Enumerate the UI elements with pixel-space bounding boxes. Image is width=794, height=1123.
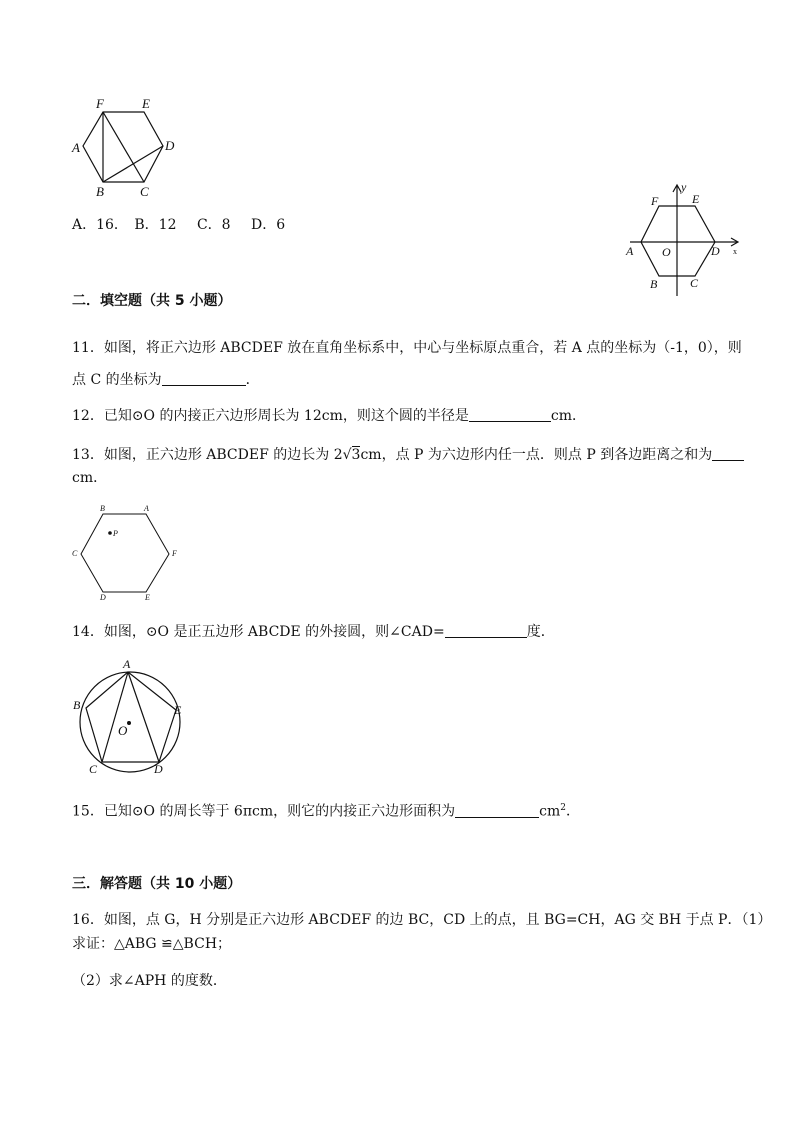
q16-line-3: （2）求∠APH 的度数．: [72, 973, 227, 989]
q13-prompt: 13．如图，正六边形 ABCDEF 的边长为 2: [72, 447, 343, 463]
label-b: B: [100, 504, 105, 513]
q13-radical: 3: [351, 447, 361, 463]
pentagon-outline: [86, 672, 176, 762]
figure-q10-hexagon: [62, 92, 192, 202]
label-e: E: [145, 593, 150, 602]
q16-line-1: 16．如图，点 G，H 分别是正六边形 ABCDEF 的边 BC，CD 上的点，且 BG=CH，AG 交 BH 于点 P．（1）: [72, 912, 772, 928]
label-c: C: [140, 184, 149, 199]
label-c: C: [89, 762, 98, 776]
label-a: A: [626, 244, 634, 258]
label-b: B: [73, 698, 81, 712]
q15-unit: cm: [539, 803, 561, 820]
q14-line: [72, 622, 555, 642]
q11-line-1: 11．如图，将正六边形 ABCDEF 放在直角坐标系中，中心与坐标原点重合，若 A 点的坐标为（-1，0），则: [72, 340, 742, 356]
q15-end: ．: [566, 803, 581, 820]
label-c: C: [72, 549, 78, 558]
label-d: D: [154, 762, 163, 776]
center-o: [127, 721, 131, 725]
label-b: B: [96, 184, 104, 199]
q10-option-a: A．16．: [72, 217, 128, 233]
q11-end: ．: [245, 372, 260, 388]
diagonal-fc: [103, 112, 144, 182]
label-d: D: [100, 593, 106, 602]
point-p: [108, 531, 112, 535]
label-o: O: [662, 245, 671, 259]
label-y: y: [681, 180, 687, 194]
section-2-title: 二．填空题（共 5 小题）: [72, 293, 232, 309]
label-a: A: [144, 504, 149, 513]
q13-answer-blank[interactable]: [712, 446, 744, 461]
label-a: A: [123, 657, 131, 671]
q13-prompt-cont: cm，点 P 为六边形内任一点．则点 P 到各边距离之和为: [360, 447, 713, 463]
q10-option-b: B．12: [134, 217, 177, 233]
q11-line-2: [72, 370, 260, 390]
q10-option-d: D．6: [251, 217, 286, 233]
label-e: E: [174, 703, 182, 717]
hexagon-outline: [81, 514, 169, 592]
label-d: D: [711, 244, 720, 258]
q13-line-1: [72, 445, 744, 465]
chord-ac: [102, 672, 128, 762]
q12-unit: cm．: [550, 408, 586, 424]
q15-prompt: 15．已知⊙O 的周长等于 6πcm，则它的内接正六边形面积为: [72, 803, 456, 820]
label-b: B: [650, 277, 658, 291]
figure-q11-hexagon-axes: [618, 180, 748, 300]
figure-q14-pentagon-circle: [66, 656, 196, 780]
label-e: E: [692, 192, 700, 206]
label-f: F: [172, 549, 177, 558]
chord-ad: [128, 672, 159, 762]
q14-unit: 度．: [526, 624, 555, 640]
q14-prompt: 14．如图，⊙O 是正五边形 ABCDE 的外接圆，则∠CAD=: [72, 624, 445, 640]
q15-unit-exponent: 2: [560, 803, 567, 813]
q14-answer-blank[interactable]: [445, 623, 527, 638]
label-c: C: [690, 276, 699, 290]
label-f: F: [651, 194, 659, 208]
label-x: x: [733, 247, 737, 256]
q12-prompt: 12．已知⊙O 的内接正六边形周长为 12cm，则这个圆的半径是: [72, 408, 469, 424]
hexagon-outline: [641, 206, 715, 276]
label-p: P: [113, 529, 118, 538]
section-3-title: 三．解答题（共 10 小题）: [72, 876, 242, 892]
q12-answer-blank[interactable]: [469, 407, 551, 422]
q13-line-2: cm．: [72, 470, 108, 486]
q11-prompt: 点 C 的坐标为: [72, 372, 162, 388]
label-e: E: [142, 96, 150, 111]
q11-answer-blank[interactable]: [162, 371, 246, 386]
figure-q13-hexagon: [66, 502, 184, 606]
sqrt-sign: √: [342, 447, 352, 463]
label-a: A: [72, 140, 80, 155]
q16-line-2: 求证：△ABG ≌△BCH；: [72, 936, 232, 952]
q12-line: [72, 406, 586, 426]
q15-line: [72, 798, 580, 822]
label-d: D: [165, 138, 175, 153]
q10-option-c: C．8: [196, 217, 231, 233]
q10-options: [72, 215, 285, 235]
q15-answer-blank[interactable]: [455, 803, 539, 818]
label-f: F: [96, 96, 104, 111]
label-o: O: [118, 723, 128, 738]
